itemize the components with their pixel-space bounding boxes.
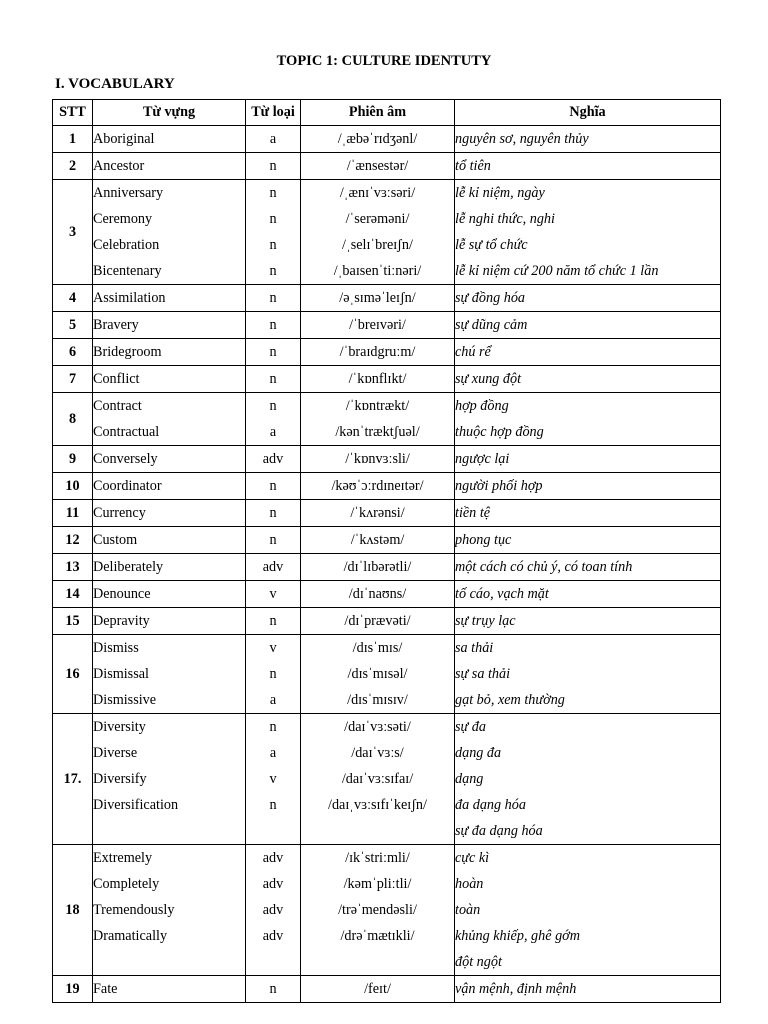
pronunciation-cell xyxy=(301,285,455,312)
vocab-word-cell xyxy=(93,527,246,554)
table-row xyxy=(53,714,721,845)
meaning: đột ngột xyxy=(455,954,502,970)
pronunciation-cell xyxy=(301,714,455,845)
vocab-word-cell xyxy=(93,285,246,312)
meaning: tổ tiên xyxy=(455,158,491,174)
meaning: sự dũng cảm xyxy=(455,317,528,333)
meaning: toàn xyxy=(455,902,481,918)
part-of-speech: v xyxy=(269,771,277,787)
row-number: 14 xyxy=(53,581,93,608)
pronunciation-cell xyxy=(301,581,455,608)
part-of-speech: n xyxy=(269,398,277,414)
part-of-speech: adv xyxy=(262,850,284,866)
table-row xyxy=(53,366,721,393)
meaning: cực kì xyxy=(455,850,490,866)
meaning: tố cáo, vạch mặt xyxy=(455,586,549,602)
pronunciation: /əˌsɪməˈleɪʃn/ xyxy=(339,290,416,306)
pronunciation: /ˈserəməni/ xyxy=(345,211,410,227)
row-number: 2 xyxy=(53,153,93,180)
meaning: thuộc hợp đồng xyxy=(455,424,544,440)
pronunciation: /dɪˈnaʊns/ xyxy=(348,586,407,602)
part-of-speech-cell xyxy=(246,608,301,635)
part-of-speech: n xyxy=(269,185,277,201)
pronunciation: /ˌænɪˈvɜːsəri/ xyxy=(339,185,416,201)
part-of-speech-cell xyxy=(246,635,301,714)
pronunciation: /daɪˈvɜːsɪfaɪ/ xyxy=(341,771,414,787)
part-of-speech: n xyxy=(269,478,277,494)
part-of-speech: n xyxy=(269,371,277,387)
pronunciation xyxy=(301,949,454,975)
meaning: sự đồng hóa xyxy=(455,290,526,306)
vocab-word xyxy=(93,818,245,844)
meaning-cell xyxy=(455,312,721,339)
part-of-speech: v xyxy=(269,640,277,656)
part-of-speech: adv xyxy=(262,559,284,575)
row-number: 19 xyxy=(53,976,93,1003)
meaning-cell xyxy=(455,714,721,845)
part-of-speech-cell xyxy=(246,976,301,1003)
meaning-cell xyxy=(455,608,721,635)
vocab-word-cell xyxy=(93,153,246,180)
part-of-speech-cell xyxy=(246,500,301,527)
vocab-word-cell xyxy=(93,714,246,845)
pronunciation-cell xyxy=(301,366,455,393)
meaning: một cách có chủ ý, có toan tính xyxy=(455,559,633,575)
meaning-cell xyxy=(455,153,721,180)
header-meaning: Nghĩa xyxy=(455,100,721,126)
vocab-word: Dismissive xyxy=(93,692,157,708)
part-of-speech-cell xyxy=(246,366,301,393)
vocab-word-cell xyxy=(93,446,246,473)
part-of-speech-cell xyxy=(246,473,301,500)
pronunciation xyxy=(301,818,454,844)
pronunciation-cell xyxy=(301,527,455,554)
pronunciation: /kəʊˈɔːrdɪneɪtər/ xyxy=(331,478,424,494)
meaning-cell xyxy=(455,339,721,366)
meaning-cell xyxy=(455,554,721,581)
meaning: lễ sự tổ chức xyxy=(455,237,528,253)
row-number: 10 xyxy=(53,473,93,500)
vocab-word: Assimilation xyxy=(93,290,166,306)
vocab-word: Conversely xyxy=(93,451,158,467)
row-number: 3 xyxy=(53,180,93,285)
pronunciation: /trəˈmendəsli/ xyxy=(338,902,417,918)
part-of-speech: adv xyxy=(262,451,284,467)
part-of-speech: n xyxy=(269,158,277,174)
part-of-speech: n xyxy=(269,263,277,279)
table-row xyxy=(53,976,721,1003)
pronunciation: /ˈbraɪdgruːm/ xyxy=(339,344,416,360)
pronunciation: /feɪt/ xyxy=(364,981,391,997)
pronunciation-cell xyxy=(301,500,455,527)
part-of-speech xyxy=(246,949,300,975)
pronunciation-cell xyxy=(301,180,455,285)
table-row xyxy=(53,393,721,446)
pronunciation: /dɪsˈmɪsɪv/ xyxy=(347,692,408,708)
row-number: 1 xyxy=(53,126,93,153)
pronunciation: /daɪˈvɜːs/ xyxy=(351,745,404,761)
pronunciation: /ˈkʌstəm/ xyxy=(350,532,405,548)
meaning: lễ nghi thức, nghi xyxy=(455,211,555,227)
vocabulary-table xyxy=(52,99,721,1003)
row-number: 16 xyxy=(53,635,93,714)
vocab-word-cell xyxy=(93,473,246,500)
vocab-word: Coordinator xyxy=(93,478,162,494)
pronunciation: /dɪsˈmɪsəl/ xyxy=(347,666,408,682)
meaning: sự sa thải xyxy=(455,666,511,682)
part-of-speech: n xyxy=(269,317,277,333)
vocab-word-cell xyxy=(93,126,246,153)
meaning: sự đa xyxy=(455,719,486,735)
pronunciation-cell xyxy=(301,845,455,976)
document-title: TOPIC 1: CULTURE IDENTUTY xyxy=(276,53,492,69)
part-of-speech: n xyxy=(269,505,277,521)
part-of-speech: n xyxy=(269,981,277,997)
vocab-word-cell xyxy=(93,635,246,714)
meaning-cell xyxy=(455,180,721,285)
meaning: sự trụy lạc xyxy=(455,613,516,629)
meaning: khủng khiếp, ghê gớm xyxy=(455,928,580,944)
vocab-word: Aboriginal xyxy=(93,131,155,147)
pronunciation-cell xyxy=(301,126,455,153)
pronunciation-cell xyxy=(301,339,455,366)
vocab-word: Conflict xyxy=(93,371,140,387)
meaning: tiền tệ xyxy=(455,505,491,521)
part-of-speech: a xyxy=(269,745,277,761)
part-of-speech: n xyxy=(269,797,277,813)
part-of-speech-cell xyxy=(246,126,301,153)
pronunciation: /ˈkɒnvɜːsli/ xyxy=(345,451,410,467)
part-of-speech xyxy=(246,818,300,844)
meaning-cell xyxy=(455,845,721,976)
vocab-word: Dismiss xyxy=(93,640,139,656)
vocab-word: Fate xyxy=(93,981,118,997)
part-of-speech-cell xyxy=(246,393,301,446)
table-row xyxy=(53,473,721,500)
pronunciation-cell xyxy=(301,554,455,581)
pronunciation: /ˈbreɪvəri/ xyxy=(349,317,406,333)
part-of-speech-cell xyxy=(246,554,301,581)
vocab-word: Currency xyxy=(93,505,146,521)
table-row xyxy=(53,153,721,180)
pronunciation: /daɪˈvɜːsəti/ xyxy=(344,719,411,735)
vocab-word: Custom xyxy=(93,532,138,548)
pronunciation: /dɪsˈmɪs/ xyxy=(352,640,403,656)
table-row xyxy=(53,527,721,554)
vocab-word: Ceremony xyxy=(93,211,153,227)
vocab-word: Completely xyxy=(93,876,160,892)
meaning-cell xyxy=(455,473,721,500)
vocab-word-cell xyxy=(93,608,246,635)
pronunciation: /ˌæbəˈrɪdʒənl/ xyxy=(337,131,418,147)
meaning: đa dạng hóa xyxy=(455,797,526,813)
table-row xyxy=(53,845,721,976)
vocab-word-cell xyxy=(93,976,246,1003)
meaning: lễ kỉ niệm cứ 200 năm tổ chức 1 lần xyxy=(455,263,659,279)
vocab-word: Anniversary xyxy=(93,185,164,201)
vocab-word: Tremendously xyxy=(93,902,175,918)
meaning: ngược lại xyxy=(455,451,510,467)
part-of-speech: a xyxy=(269,692,277,708)
vocab-word: Ancestor xyxy=(93,158,145,174)
pronunciation: /dɪˈprævəti/ xyxy=(344,613,411,629)
header-pos: Từ loại xyxy=(246,100,301,126)
part-of-speech-cell xyxy=(246,180,301,285)
part-of-speech: n xyxy=(269,613,277,629)
table-row xyxy=(53,581,721,608)
row-number: 18 xyxy=(53,845,93,976)
part-of-speech: n xyxy=(269,211,277,227)
pronunciation: /kəmˈpliːtli/ xyxy=(343,876,412,892)
pronunciation-cell xyxy=(301,473,455,500)
vocab-word: Dismissal xyxy=(93,666,149,682)
vocab-word: Bicentenary xyxy=(93,263,162,279)
part-of-speech-cell xyxy=(246,581,301,608)
meaning: chú rể xyxy=(455,344,491,360)
meaning: hoàn xyxy=(455,876,484,892)
meaning: dạng xyxy=(455,771,484,787)
vocab-word: Extremely xyxy=(93,850,153,866)
meaning-cell xyxy=(455,976,721,1003)
part-of-speech-cell xyxy=(246,446,301,473)
row-number: 15 xyxy=(53,608,93,635)
meaning: người phối hợp xyxy=(455,478,543,494)
vocab-word-cell xyxy=(93,500,246,527)
part-of-speech: adv xyxy=(262,928,284,944)
meaning-cell xyxy=(455,393,721,446)
pronunciation-cell xyxy=(301,312,455,339)
row-number: 13 xyxy=(53,554,93,581)
pronunciation: /ˈkɒntrækt/ xyxy=(345,398,410,414)
table-row xyxy=(53,312,721,339)
meaning: hợp đồng xyxy=(455,398,509,414)
part-of-speech-cell xyxy=(246,285,301,312)
vocab-word: Diverse xyxy=(93,745,138,761)
vocab-word: Dramatically xyxy=(93,928,168,944)
meaning-cell xyxy=(455,527,721,554)
part-of-speech: n xyxy=(269,532,277,548)
row-number: 12 xyxy=(53,527,93,554)
table-row xyxy=(53,554,721,581)
row-number: 17. xyxy=(53,714,93,845)
vocab-word: Bridegroom xyxy=(93,344,162,360)
meaning: lễ kỉ niệm, ngày xyxy=(455,185,545,201)
row-number: 9 xyxy=(53,446,93,473)
meaning: dạng đa xyxy=(455,745,502,761)
table-row xyxy=(53,446,721,473)
part-of-speech: n xyxy=(269,666,277,682)
vocab-word-cell xyxy=(93,312,246,339)
meaning: gạt bỏ, xem thường xyxy=(455,692,565,708)
table-row xyxy=(53,180,721,285)
vocab-word-cell xyxy=(93,554,246,581)
vocab-word: Diversity xyxy=(93,719,146,735)
vocab-word: Diversify xyxy=(93,771,147,787)
meaning: sự đa dạng hóa xyxy=(455,823,543,839)
row-number: 7 xyxy=(53,366,93,393)
meaning-cell xyxy=(455,446,721,473)
part-of-speech-cell xyxy=(246,153,301,180)
header-stt: STT xyxy=(53,100,93,126)
table-row xyxy=(53,339,721,366)
meaning-cell xyxy=(455,500,721,527)
pronunciation: /ˈkʌrənsi/ xyxy=(350,505,405,521)
vocab-word: Contract xyxy=(93,398,142,414)
row-number: 11 xyxy=(53,500,93,527)
meaning: sa thải xyxy=(455,640,494,656)
row-number: 4 xyxy=(53,285,93,312)
part-of-speech-cell xyxy=(246,312,301,339)
pronunciation-cell xyxy=(301,393,455,446)
header-ipa: Phiên âm xyxy=(301,100,455,126)
pronunciation: /daɪˌvɜːsɪfɪˈkeɪʃn/ xyxy=(328,797,427,813)
pronunciation: /dɪˈlɪbərətli/ xyxy=(343,559,412,575)
part-of-speech: a xyxy=(269,131,277,147)
table-body xyxy=(53,126,721,1003)
meaning: sự xung đột xyxy=(455,371,522,387)
meaning-cell xyxy=(455,581,721,608)
table-row xyxy=(53,126,721,153)
vocab-word-cell xyxy=(93,339,246,366)
pronunciation: /ˈænsestər/ xyxy=(346,158,409,174)
vocab-word: Contractual xyxy=(93,424,160,440)
vocab-word-cell xyxy=(93,366,246,393)
meaning-cell xyxy=(455,285,721,312)
part-of-speech: n xyxy=(269,344,277,360)
vocab-word: Diversification xyxy=(93,797,179,813)
meaning: nguyên sơ, nguyên thủy xyxy=(455,131,589,147)
pronunciation-cell xyxy=(301,635,455,714)
part-of-speech: n xyxy=(269,237,277,253)
pronunciation: /ˌselɪˈbreɪʃn/ xyxy=(342,237,413,253)
table-row xyxy=(53,285,721,312)
section-heading: I. VOCABULARY xyxy=(55,76,175,92)
part-of-speech: a xyxy=(269,424,277,440)
pronunciation-cell xyxy=(301,153,455,180)
part-of-speech-cell xyxy=(246,845,301,976)
pronunciation: /kənˈtræktʃuəl/ xyxy=(335,424,420,440)
vocab-word xyxy=(93,949,245,975)
vocab-word: Bravery xyxy=(93,317,139,333)
part-of-speech: adv xyxy=(262,902,284,918)
pronunciation-cell xyxy=(301,446,455,473)
row-number: 6 xyxy=(53,339,93,366)
pronunciation: /ˈkɒnflɪkt/ xyxy=(348,371,407,387)
table-row xyxy=(53,635,721,714)
vocab-word: Deliberately xyxy=(93,559,164,575)
meaning: vận mệnh, định mệnh xyxy=(455,981,577,997)
part-of-speech: n xyxy=(269,290,277,306)
vocab-word-cell xyxy=(93,393,246,446)
pronunciation: /ɪkˈstriːmli/ xyxy=(345,850,410,866)
pronunciation-cell xyxy=(301,608,455,635)
meaning-cell xyxy=(455,366,721,393)
pronunciation: /drəˈmætɪkli/ xyxy=(340,928,415,944)
pronunciation: /ˌbaɪsenˈtiːnəri/ xyxy=(333,263,422,279)
table-row xyxy=(53,608,721,635)
meaning: phong tục xyxy=(455,532,512,548)
meaning-cell xyxy=(455,635,721,714)
part-of-speech-cell xyxy=(246,714,301,845)
vocab-word: Celebration xyxy=(93,237,160,253)
vocab-word-cell xyxy=(93,845,246,976)
pronunciation-cell xyxy=(301,976,455,1003)
part-of-speech: v xyxy=(269,586,277,602)
part-of-speech: n xyxy=(269,719,277,735)
row-number: 5 xyxy=(53,312,93,339)
row-number: 8 xyxy=(53,393,93,446)
part-of-speech-cell xyxy=(246,527,301,554)
vocab-word-cell xyxy=(93,180,246,285)
table-row xyxy=(53,500,721,527)
vocab-word-cell xyxy=(93,581,246,608)
vocab-word: Depravity xyxy=(93,613,150,629)
table-header-row xyxy=(53,100,721,126)
part-of-speech: adv xyxy=(262,876,284,892)
meaning-cell xyxy=(455,126,721,153)
header-word: Từ vựng xyxy=(93,100,246,126)
vocab-word: Denounce xyxy=(93,586,151,602)
part-of-speech-cell xyxy=(246,339,301,366)
